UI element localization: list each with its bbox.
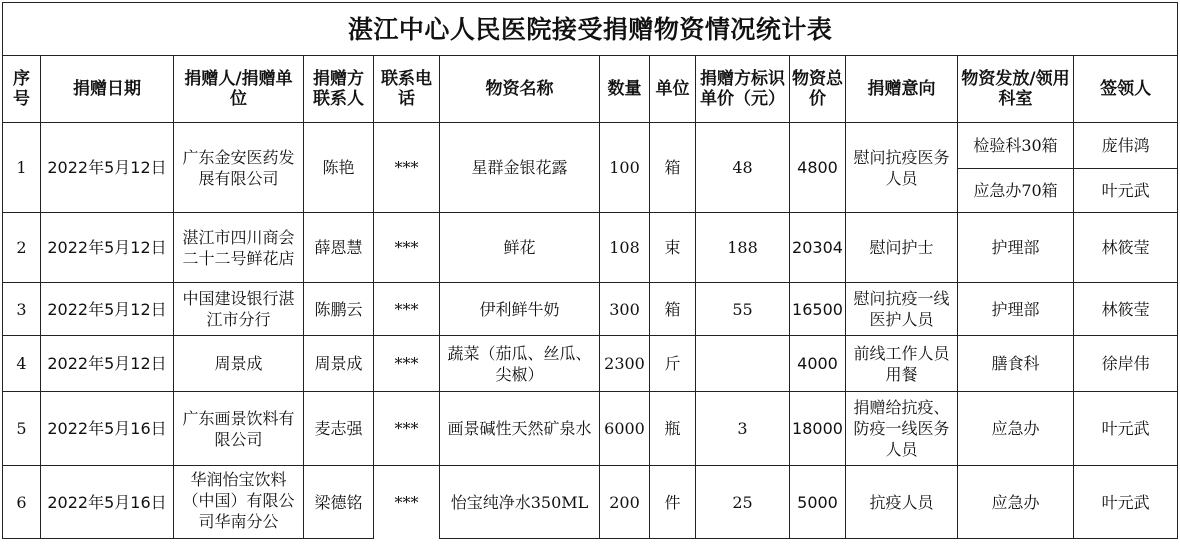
table-row xyxy=(3,336,1178,392)
cell-signer: 叶元武 xyxy=(1074,466,1178,539)
cell-index: 6 xyxy=(3,466,41,539)
cell-donor: 周景成 xyxy=(174,336,304,392)
cell-unit: 斤 xyxy=(650,336,696,392)
header-unit: 单位 xyxy=(650,56,696,123)
cell-total: 4000 xyxy=(790,336,846,392)
header-donor: 捐赠人/捐赠单位 xyxy=(174,56,304,123)
cell-index: 4 xyxy=(3,336,41,392)
header-item: 物资名称 xyxy=(440,56,600,123)
cell-dept: 检验科30箱 xyxy=(958,123,1074,169)
cell-index: 1 xyxy=(3,123,41,213)
cell-contact: 梁德铭 xyxy=(304,466,374,539)
cell-phone: *** xyxy=(374,283,440,336)
cell-donor: 广东金安医药发展有限公司 xyxy=(174,123,304,213)
header-row xyxy=(3,56,1178,123)
cell-index: 2 xyxy=(3,213,41,283)
cell-phone: *** xyxy=(374,213,440,283)
header-contact: 捐赠方联系人 xyxy=(304,56,374,123)
cell-signer: 徐岸伟 xyxy=(1074,336,1178,392)
cell-total: 4800 xyxy=(790,123,846,213)
cell-index: 5 xyxy=(3,392,41,466)
cell-total: 16500 xyxy=(790,283,846,336)
cell-unit-price xyxy=(696,336,790,392)
cell-unit-price: 3 xyxy=(696,392,790,466)
cell-unit: 箱 xyxy=(650,123,696,213)
cell-dept: 膳食科 xyxy=(958,336,1074,392)
cell-intent: 慰问抗疫医务人员 xyxy=(846,123,958,213)
cell-contact: 薛恩慧 xyxy=(304,213,374,283)
cell-dept: 应急办 xyxy=(958,466,1074,539)
cell-quantity: 6000 xyxy=(600,392,650,466)
cell-item: 画景碱性天然矿泉水 xyxy=(440,392,600,466)
cell-contact: 陈鹏云 xyxy=(304,283,374,336)
cell-unit: 件 xyxy=(650,466,696,539)
cell-phone: *** xyxy=(374,123,440,213)
cell-unit: 瓶 xyxy=(650,392,696,466)
donation-table xyxy=(2,2,1178,539)
cell-index: 3 xyxy=(3,283,41,336)
cell-date: 2022年5月16日 xyxy=(41,466,174,539)
table-row xyxy=(3,466,1178,539)
cell-unit: 束 xyxy=(650,213,696,283)
cell-total: 5000 xyxy=(790,466,846,539)
cell-signer: 叶元武 xyxy=(1074,392,1178,466)
cell-donor: 中国建设银行湛江市分行 xyxy=(174,283,304,336)
header-dept: 物资发放/领用科室 xyxy=(958,56,1074,123)
cell-signer: 叶元武 xyxy=(1074,169,1178,213)
cell-signer: 林筱莹 xyxy=(1074,213,1178,283)
cell-signer: 庞伟鸿 xyxy=(1074,123,1178,169)
cell-donor: 广东画景饮料有限公司 xyxy=(174,392,304,466)
cell-phone: *** xyxy=(374,336,440,392)
header-date: 捐赠日期 xyxy=(41,56,174,123)
cell-unit-price: 48 xyxy=(696,123,790,213)
cell-intent: 抗疫人员 xyxy=(846,466,958,539)
cell-date: 2022年5月12日 xyxy=(41,123,174,213)
cell-quantity: 100 xyxy=(600,123,650,213)
header-unit-price: 捐赠方标识单价（元） xyxy=(696,56,790,123)
table-row xyxy=(3,392,1178,466)
cell-contact: 陈艳 xyxy=(304,123,374,213)
cell-donor-text: 华润怡宝饮料（中国）有限公司华南分公 xyxy=(182,469,295,531)
cell-date: 2022年5月16日 xyxy=(41,392,174,466)
header-phone: 联系电话 xyxy=(374,56,440,123)
cell-intent: 慰问抗疫一线医护人员 xyxy=(846,283,958,336)
cell-phone: *** xyxy=(374,466,440,539)
cell-total: 20304 xyxy=(790,213,846,283)
cell-unit-price: 188 xyxy=(696,213,790,283)
table-row xyxy=(3,123,1178,169)
cell-contact: 周景成 xyxy=(304,336,374,392)
table-row xyxy=(3,283,1178,336)
cell-quantity: 108 xyxy=(600,213,650,283)
cell-intent: 前线工作人员用餐 xyxy=(846,336,958,392)
cell-signer: 林筱莹 xyxy=(1074,283,1178,336)
cell-intent: 捐赠给抗疫、防疫一线医务人员 xyxy=(846,392,958,466)
cell-quantity: 2300 xyxy=(600,336,650,392)
cell-contact: 麦志强 xyxy=(304,392,374,466)
cell-quantity: 200 xyxy=(600,466,650,539)
cell-unit-price: 55 xyxy=(696,283,790,336)
cell-unit-price: 25 xyxy=(696,466,790,539)
header-intent: 捐赠意向 xyxy=(846,56,958,123)
cell-unit: 箱 xyxy=(650,283,696,336)
table-row xyxy=(3,213,1178,283)
table-title: 湛江中心人民医院接受捐赠物资情况统计表 xyxy=(3,3,1178,56)
cell-item: 星群金银花露 xyxy=(440,123,600,213)
cell-dept: 护理部 xyxy=(958,213,1074,283)
cell-item: 怡宝纯净水350ML xyxy=(440,466,600,539)
cell-intent: 慰问护士 xyxy=(846,213,958,283)
cell-donor xyxy=(174,466,304,539)
cell-dept: 护理部 xyxy=(958,283,1074,336)
cell-item: 鲜花 xyxy=(440,213,600,283)
cell-item: 蔬菜（茄瓜、丝瓜、尖椒） xyxy=(440,336,600,392)
cell-date: 2022年5月12日 xyxy=(41,213,174,283)
cell-phone: *** xyxy=(374,392,440,466)
cell-donor: 湛江市四川商会二十二号鲜花店 xyxy=(174,213,304,283)
cell-item: 伊利鲜牛奶 xyxy=(440,283,600,336)
cell-date: 2022年5月12日 xyxy=(41,283,174,336)
header-index: 序号 xyxy=(3,56,41,123)
cell-dept: 应急办 xyxy=(958,392,1074,466)
cell-dept: 应急办70箱 xyxy=(958,169,1074,213)
cell-total: 18000 xyxy=(790,392,846,466)
cell-date: 2022年5月12日 xyxy=(41,336,174,392)
header-quantity: 数量 xyxy=(600,56,650,123)
header-total: 物资总价 xyxy=(790,56,846,123)
header-signer: 签领人 xyxy=(1074,56,1178,123)
cell-quantity: 300 xyxy=(600,283,650,336)
